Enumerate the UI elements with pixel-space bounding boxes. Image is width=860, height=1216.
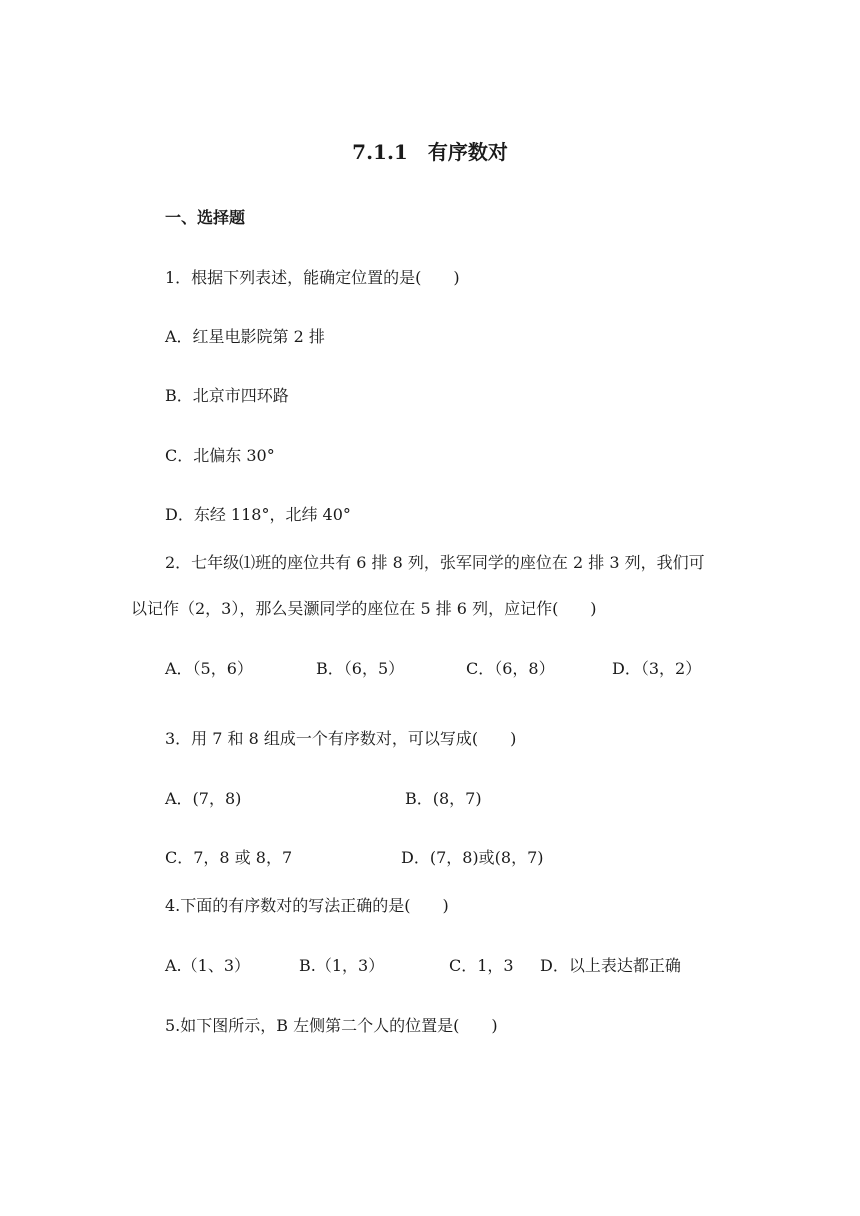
q1-option-d: D．东经 118°，北纬 40° [165, 505, 351, 524]
q3-option-d: D．(7，8)或(8，7) [401, 848, 544, 867]
q4-option-b: B.（1，3） [299, 956, 385, 975]
q4-stem: 4.下面的有序数对的写法正确的是( ) [165, 896, 449, 915]
q2-stem-line2: 以记作（2，3），那么吴灏同学的座位在 5 排 6 列，应记作( ) [131, 599, 597, 618]
q2-option-a: A．（5，6） [165, 659, 253, 678]
q1-option-c: C．北偏东 30° [165, 446, 275, 465]
q2-stem-line1: 2．七年级⑴班的座位共有 6 排 8 列，张军同学的座位在 2 排 3 列，我们可 [165, 553, 705, 572]
q2-option-c: C．（6，8） [466, 659, 555, 678]
q4-option-a: A.（1、3） [165, 956, 251, 975]
q4-option-d: D．以上表达都正确 [540, 956, 681, 975]
q4-option-c: C．1，3 [449, 956, 514, 975]
section-heading: 一、选择题 [165, 208, 246, 227]
q2-option-b: B．（6，5） [316, 659, 405, 678]
q1-stem: 1．根据下列表述，能确定位置的是( ) [165, 268, 460, 287]
q3-option-a: A．(7，8) [165, 789, 242, 808]
document-title: 7.1.1 有序数对 [352, 140, 508, 164]
q1-option-a: A．红星电影院第 2 排 [165, 327, 325, 346]
q3-option-b: B．(8，7) [405, 789, 482, 808]
q3-stem: 3．用 7 和 8 组成一个有序数对，可以写成( ) [165, 729, 517, 748]
q1-option-b: B．北京市四环路 [165, 386, 289, 405]
q5-stem: 5.如下图所示，B 左侧第二个人的位置是( ) [165, 1016, 498, 1035]
q3-option-c: C．7，8 或 8，7 [165, 848, 293, 867]
q2-option-d: D．（3，2） [612, 659, 702, 678]
